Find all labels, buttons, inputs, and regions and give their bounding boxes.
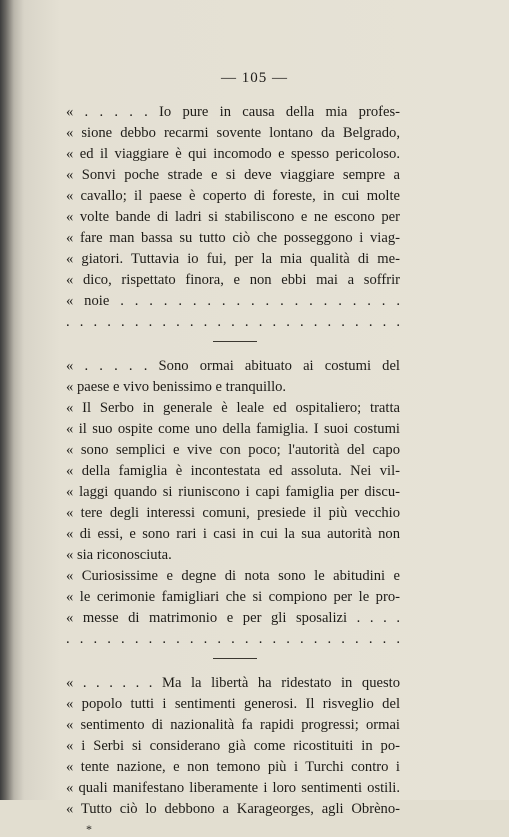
text-line: « . . . . . . Ma la libertà ha ridestato in questo xyxy=(66,675,400,691)
text-line: « noie . . . . . . . . . . . . . . . . . . . . xyxy=(66,293,400,309)
page-number: — 105 — xyxy=(221,70,288,86)
text-line: « sione debbo recarmi sovente lontano da Belgrado, xyxy=(66,125,400,141)
text-line: « tere degli interessi comuni, presiede il più vecchio xyxy=(66,505,400,521)
ellipsis-line: . . . . . . . . . . . . . . . . . . . . . . . . . xyxy=(66,314,400,330)
text-line: « dico, rispettato finora, e non ebbi mai a soffrir xyxy=(66,272,400,288)
text-line: « fare man bassa su tutto ciò che posseggono i viag- xyxy=(66,230,400,246)
text-line: « volte bande di ladri si stabiliscono e ne escono per xyxy=(66,209,400,225)
footnote-mark: * xyxy=(86,822,92,836)
text-line: « i Serbi si considerano già come ricostituiti in po- xyxy=(66,738,400,754)
text-line: « tente nazione, e non temono più i Turchi contro i xyxy=(66,759,400,775)
text-line: « sono semplici e vive con poco; l'autorità del capo xyxy=(66,442,400,458)
text-line: « sentimento di nazionalità fa rapidi progressi; ormai xyxy=(66,717,400,733)
text-line: « laggi quando si riuniscono i capi famiglia per discu- xyxy=(66,484,400,500)
text-line: « di essi, e sono rari i casi in cui la sua autorità non xyxy=(66,526,400,542)
text-line: « quali manifestano liberamente i loro sentimenti ostili. xyxy=(66,780,400,796)
text-line: « Tutto ciò lo debbono a Karageorges, agli Obrèno- xyxy=(66,801,400,817)
text-line: « ed il viaggiare è qui incomodo e spesso pericoloso. xyxy=(66,146,400,162)
text-line: « . . . . . Io pure in causa della mia profes- xyxy=(66,104,400,120)
text-line: « popolo tutti i sentimenti generosi. Il risveglio del xyxy=(66,696,400,712)
section-divider xyxy=(213,658,257,659)
section-divider xyxy=(213,341,257,342)
ellipsis-line: . . . . . . . . . . . . . . . . . . . . . . . . . xyxy=(66,631,400,647)
text-line: « . . . . . Sono ormai abituato ai costumi del xyxy=(66,358,400,374)
text-line: « sia riconosciuta. xyxy=(66,547,172,563)
text-line: « paese e vivo benissimo e tranquillo. xyxy=(66,379,287,395)
text-line: « della famiglia è incontestata ed assoluta. Nei vil- xyxy=(66,463,400,479)
text-line: « il suo ospite come uno della famiglia. I suoi costumi xyxy=(66,421,400,437)
text-line: « Sonvi poche strade e si deve viaggiare sempre a xyxy=(66,167,400,183)
text-line: « le cerimonie famigliari che si compiono per le pro- xyxy=(66,589,400,605)
text-line: « messe di matrimonio e per gli sposalizi . . . . xyxy=(66,610,400,626)
text-line: « cavallo; il paese è coperto di foreste, in cui molte xyxy=(66,188,400,204)
text-line: « giatori. Tuttavia io fui, per la mia qualità di me- xyxy=(66,251,400,267)
text-line: « Il Serbo in generale è leale ed ospitaliero; tratta xyxy=(66,400,400,416)
text-line: « Curiosissime e degne di nota sono le abitudini e xyxy=(66,568,400,584)
